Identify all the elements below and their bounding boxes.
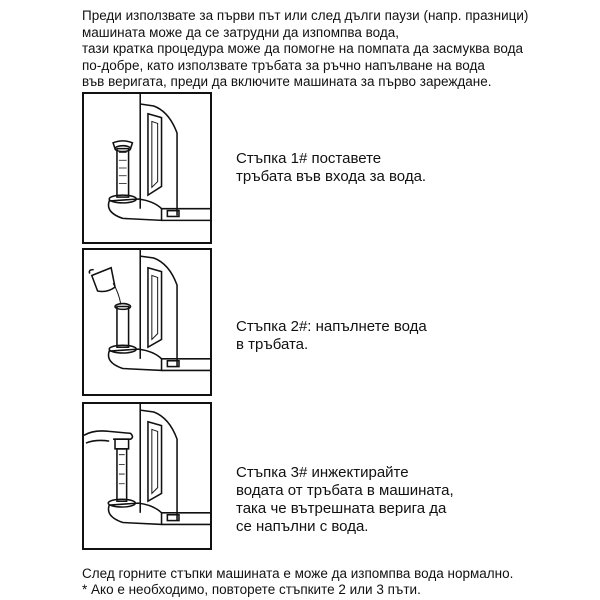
step-3-line: Стъпка 3# инжектирайте <box>236 464 409 481</box>
intro-text <box>82 8 582 91</box>
footer-note: * Ако е необходимо, повторете стъпките 2 или 3 пъти. <box>82 582 421 597</box>
step-3-text <box>236 464 576 536</box>
step-2-line: в тръбата. <box>236 336 309 353</box>
step-3-line: се напълни с вода. <box>236 518 369 535</box>
step-3-line: така че вътрешната верига да <box>236 500 447 517</box>
step-3-illustration <box>82 402 212 550</box>
step-3-line: водата от тръбата в машината, <box>236 482 454 499</box>
machine-tube-inserted-image <box>84 94 210 242</box>
step-1-text <box>236 150 576 186</box>
step-1-line: тръбата във входа за вода. <box>236 168 427 185</box>
intro-line: във веригата, преди да включите машината за първо зареждане. <box>82 74 492 89</box>
footer-text <box>82 566 592 598</box>
step-2-text <box>236 318 576 354</box>
intro-line: по-добре, като използвате тръбата за ръчно напълване на вода <box>82 57 485 73</box>
machine-pour-water-image <box>84 250 210 394</box>
intro-line: тази кратка процедура може да помогне на помпата да засмуква вода <box>82 41 524 56</box>
step-1-illustration <box>82 92 212 244</box>
step-2-illustration <box>82 248 212 396</box>
intro-line: машината може да се затрудни да изпомпва вода, <box>82 24 399 40</box>
step-1-line: Стъпка 1# поставете <box>236 150 382 167</box>
footer-line: След горните стъпки машината е може да изпомпва вода нормално. <box>82 566 514 581</box>
intro-line: Преди използвате за първи път или след дълги паузи (напр. празници) <box>82 8 529 23</box>
machine-inject-water-image <box>84 404 210 548</box>
step-2-line: Стъпка 2#: напълнете вода <box>236 318 427 335</box>
